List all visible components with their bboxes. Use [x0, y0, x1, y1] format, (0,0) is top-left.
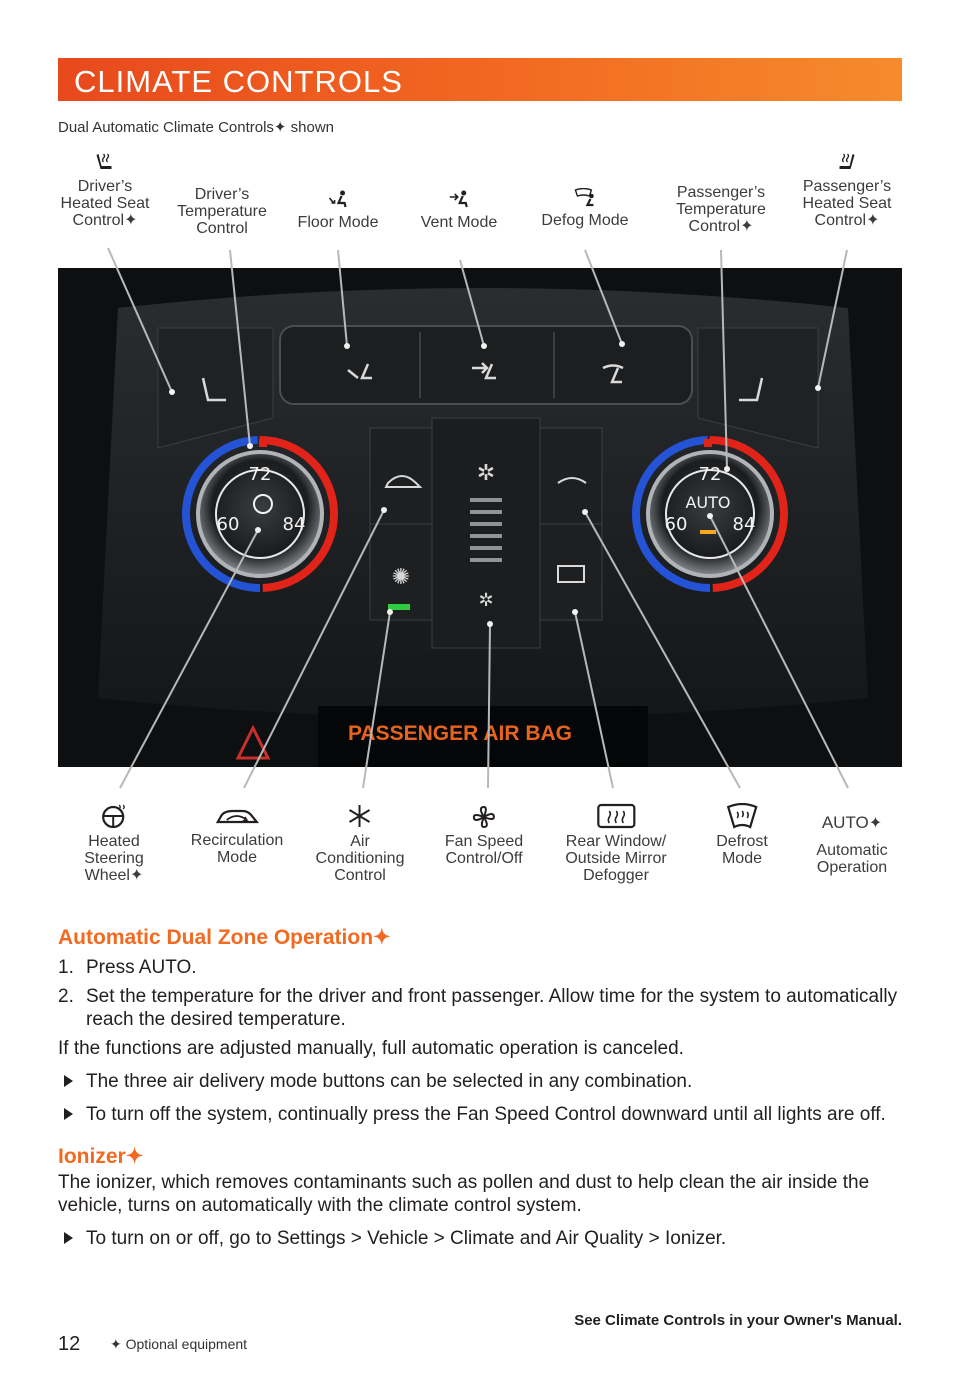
optional-star-icon: ✦ [129, 867, 144, 884]
step-text: Press AUTO. [86, 957, 197, 978]
bullet-text: To turn off the system, continually press the Fan Speed Control downward until all lights are off. [86, 1104, 886, 1125]
ac-indicator-led [388, 604, 410, 610]
climate-panel-photo [58, 268, 902, 767]
label-line: Heated Seat [60, 195, 150, 212]
passenger-airbag-text: PASSENGER AIR BAG [347, 722, 573, 745]
heated-seat-icon [836, 150, 858, 174]
label-line: Control [814, 212, 867, 229]
label-line: Defrost [716, 833, 768, 850]
label-line: Defog Mode [541, 212, 629, 229]
label-line: Temperature [676, 201, 766, 218]
label-line: Control [196, 220, 248, 237]
label-drivers-temperature [177, 186, 267, 237]
label-automatic-operation [816, 814, 887, 876]
step-number: 2. [58, 986, 74, 1007]
label-passengers-heated-seat [803, 150, 892, 229]
right-dial-right-value: 84 [732, 514, 756, 535]
right-dial-left-value: 60 [664, 514, 688, 535]
optional-text: Optional equipment [125, 1336, 248, 1352]
label-line: Control [72, 212, 125, 229]
right-dial-auto: AUTO [685, 493, 731, 512]
label-line: Outside Mirror [565, 850, 667, 867]
page-title: CLIMATE CONTROLS [74, 64, 403, 99]
svg-text:✲: ✲ [476, 461, 496, 486]
section-title-text: Ionizer [58, 1145, 126, 1168]
bullet-text: The three air delivery mode buttons can be selected in any combination. [86, 1071, 693, 1092]
defog-mode-icon [573, 188, 597, 208]
step-number: 1. [58, 957, 74, 978]
fan-icon [472, 805, 496, 829]
bullet-item [58, 1227, 902, 1250]
label-rear-window-defogger [565, 803, 666, 884]
step-item [58, 956, 902, 979]
auto-word: AUTO [821, 813, 869, 832]
label-line: Recirculation [190, 832, 284, 849]
optional-star-icon: ✦ [124, 212, 138, 229]
label-line: Steering [84, 850, 144, 867]
bullet-text: To turn on or off, go to Settings > Vehicle > Climate and Air Quality > Ionizer. [86, 1228, 727, 1249]
left-dial-right-value: 84 [282, 514, 306, 535]
see-owners-manual: See Climate Controls in your Owner's Manual. [574, 1312, 902, 1329]
label-vent-mode [421, 190, 498, 231]
header-bar [58, 58, 902, 101]
label-line: Driver’s [77, 178, 133, 195]
right-dial-top-value: 72 [698, 464, 722, 485]
optional-star-icon: ✦ [273, 119, 287, 136]
optional-star-icon: ✦ [110, 1336, 122, 1352]
section-title-text: Automatic Dual Zone Operation [58, 926, 374, 949]
subtitle-text: Dual Automatic Climate Controls [58, 119, 274, 136]
section-title-dual-zone [58, 925, 902, 950]
label-line: Driver’s [194, 186, 250, 203]
optional-equipment-note [110, 1336, 247, 1353]
defrost-icon [726, 803, 758, 829]
label-line: Conditioning [315, 850, 405, 867]
label-line: Wheel [84, 867, 130, 884]
auto-indicator-led [700, 530, 716, 534]
label-line: Fan Speed [444, 833, 524, 850]
optional-star-icon: ✦ [125, 1145, 144, 1168]
label-floor-mode [298, 190, 379, 231]
rear-defogger-icon [596, 803, 636, 829]
optional-star-icon: ✦ [740, 218, 754, 235]
label-line: Temperature [177, 203, 267, 220]
label-line: Control/Off [445, 850, 523, 867]
svg-text:✲: ✲ [478, 590, 494, 611]
vent-mode-icon [448, 190, 470, 210]
label-line: Floor Mode [297, 214, 379, 231]
step-text: Set the temperature for the driver and front passenger. Allow time for the system to automatically reach the desired temperature. [86, 986, 898, 1030]
label-line: Defogger [583, 867, 649, 884]
label-line: Operation [816, 859, 888, 876]
note-text: If the functions are adjusted manually, full automatic operation is canceled. [58, 1038, 684, 1059]
label-line: Vent Mode [420, 214, 498, 231]
subtitle [58, 118, 334, 136]
section-title-ionizer [58, 1144, 902, 1169]
ionizer-text: The ionizer, which removes contaminants such as pollen and dust to help clean the air inside the vehicle, turns on automatically with the climate control system. [58, 1172, 870, 1216]
body-content [58, 925, 902, 1260]
label-heated-steering-wheel [84, 803, 144, 884]
label-passengers-temperature [676, 184, 766, 235]
label-line: Mode [216, 849, 258, 866]
label-line: Passenger’s [802, 178, 892, 195]
heated-steering-wheel-icon [101, 803, 127, 829]
left-dial-left-value: 60 [216, 514, 240, 535]
snowflake-icon [347, 803, 373, 829]
heated-seat-icon [94, 150, 116, 174]
page-number: 12 [58, 1333, 81, 1355]
label-line: Heated Seat [802, 195, 892, 212]
label-line: Passenger’s [676, 184, 766, 201]
label-line: Control [688, 218, 741, 235]
label-defrost-mode [716, 803, 768, 867]
label-defog-mode [541, 188, 628, 229]
bullet-arrow-icon [64, 1232, 73, 1244]
bullet-arrow-icon [64, 1108, 73, 1120]
recirculation-car-icon [215, 808, 259, 828]
floor-mode-icon [327, 190, 349, 210]
label-line: Heated [88, 833, 140, 850]
label-drivers-heated-seat [61, 150, 150, 229]
label-line: Mode [721, 850, 763, 867]
subtitle-suffix: shown [286, 119, 335, 136]
svg-text:✺: ✺ [391, 565, 411, 590]
label-line: Air [350, 833, 370, 850]
left-dial-top-value: 72 [248, 464, 272, 485]
bullet-item [58, 1103, 902, 1126]
bullet-item [58, 1070, 902, 1093]
label-line: Automatic [816, 842, 888, 859]
optional-star-icon: ✦ [868, 815, 883, 832]
optional-star-icon: ✦ [373, 926, 391, 949]
label-air-conditioning [316, 803, 405, 884]
label-line: Rear Window/ [565, 833, 667, 850]
label-recirculation-mode [191, 808, 283, 866]
label-fan-speed [445, 805, 523, 867]
climate-panel-illustration [58, 268, 902, 767]
step-item [58, 985, 902, 1031]
optional-star-icon: ✦ [866, 212, 880, 229]
label-line: Control [334, 867, 386, 884]
bullet-arrow-icon [64, 1075, 73, 1087]
